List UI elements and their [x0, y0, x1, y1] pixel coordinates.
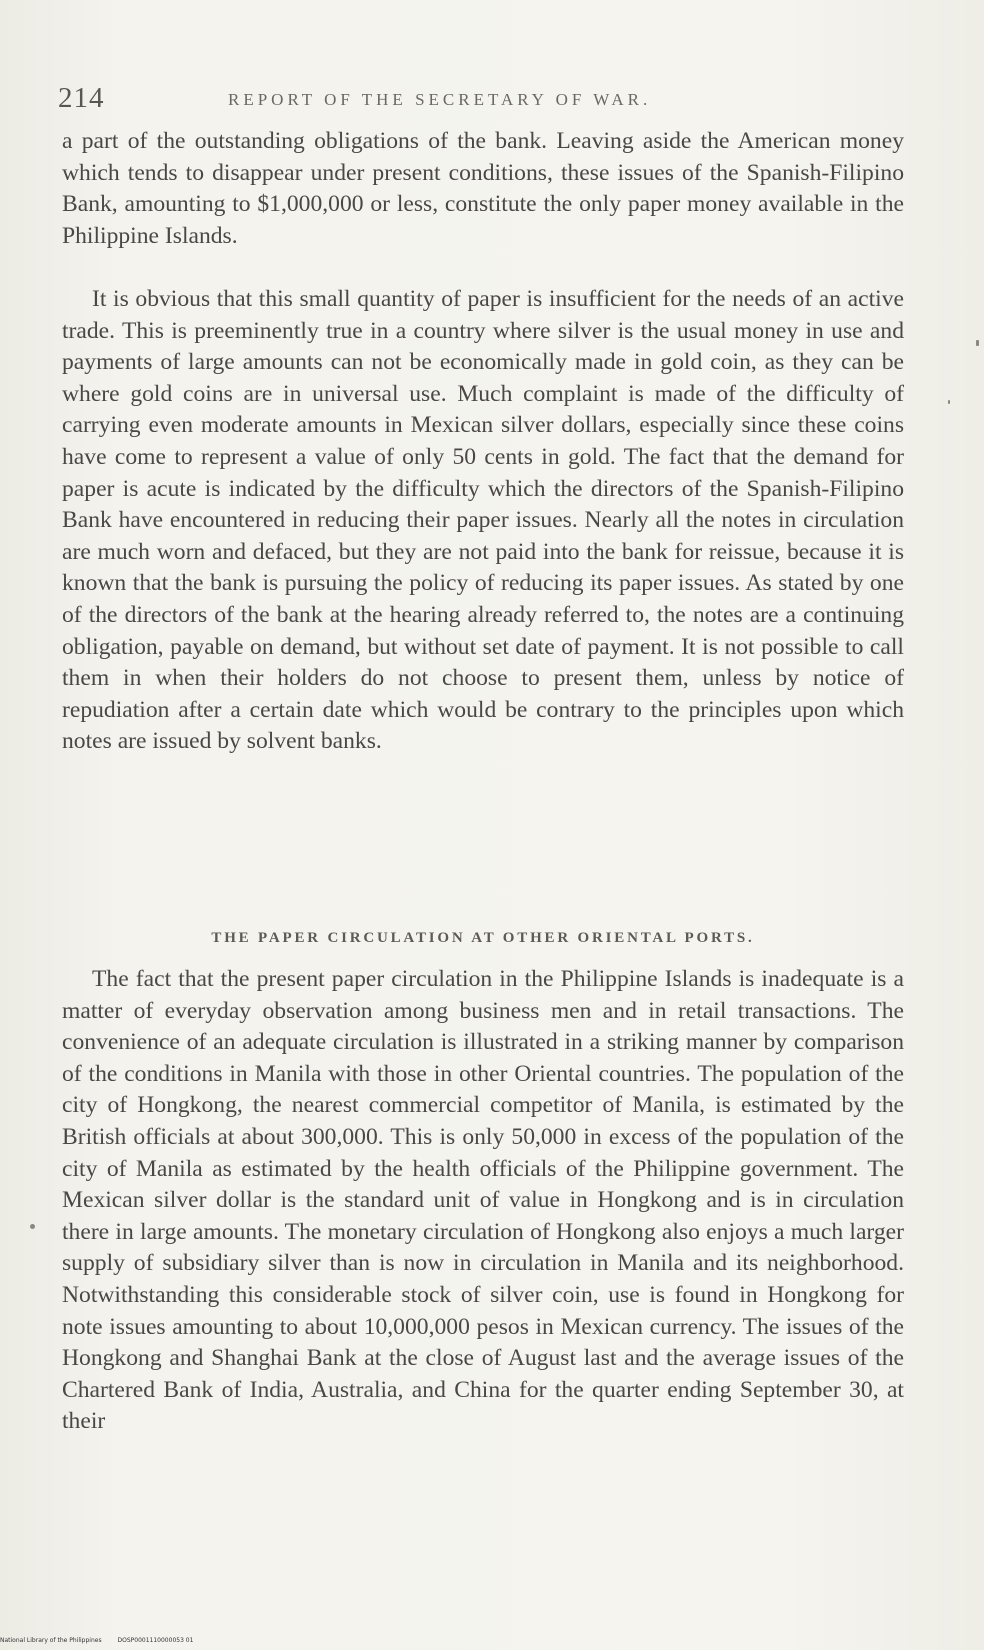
paragraph-oriental-ports: The fact that the present paper circulation in the Philippine Islands is inadequate is a matter of everyday observation among business men and in retail transactions. The convenience of an adequate circulation is illustrated in a striking manner by comparison of the conditions in Manila with those in other Oriental countries. The population of the city of Hongkong, the nearest commercial competitor of Manila, is estimated by the British officials at about 300,000. This is only 50,000 in excess of the population of the city of Manila as estimated by the health officials of the Philippine government. The Mexican silver dollar is the standard unit of value in Hongkong and is in circulation there in large amounts. The monetary circulation of Hongkong also enjoys a much larger supply of subsidiary silver than is now in circulation in Manila and its neighborhood. Notwithstanding this considerable stock of silver coin, use is found in Hongkong for note issues amounting to about 10,000,000 pesos in Mexican currency. The issues of the Hongkong and Shanghai Bank at the close of August last and the average issues of the Chartered Bank of India, Australia, and China for the quarter ending September 30, at their: [62, 966, 904, 1435]
margin-speck: [30, 1224, 35, 1229]
library-credit: National Library of the Philippines: [0, 1637, 102, 1644]
page-header: [58, 82, 910, 118]
margin-speck: [948, 400, 950, 404]
scan-credit: [0, 1637, 207, 1644]
page-number: 214: [58, 82, 105, 114]
section-heading: THE PAPER CIRCULATION AT OTHER ORIENTAL PORTS.: [211, 930, 755, 946]
margin-speck: [976, 340, 979, 346]
paragraph-paper-insufficient: It is obvious that this small quantity of paper is insufficient for the needs of an active trade. This is preeminently true in a country where silver is the usual money in use and payments of large amounts can not be economically made in gold coin, as they can be where gold coins are in universal use. Much complaint is made of the difficulty of carrying even moderate amounts in Mexican silver dollars, especially since these coins have come to represent a value of only 50 cents in gold. The fact that the demand for paper is acute is indicated by the difficulty which the directors of the Spanish-Filipino Bank have encountered in reducing their paper issues. Nearly all the notes in circulation are much worn and defaced, but they are not paid into the bank for reissue, because it is known that the bank is pursuing the policy of reducing its paper issues. As stated by one of the directors of the bank at the hearing already referred to, the notes are a continuing obligation, payable on demand, but without set date of payment. It is not possible to call them in when their holders do not choose to present them, unless by notice of repudiation after a certain date which would be contrary to the principles upon which notes are issued by solvent banks.: [62, 286, 904, 755]
scan-code: DOSP0001110000053 01: [117, 1637, 194, 1644]
paragraph-continuation: a part of the outstanding obligations of the bank. Leaving aside the American money which tends to disappear under present conditions, these issues of the Spanish-Filipino Bank, amounting to $1,000,000 or less, constitute the only paper money available in the Philippine Islands.: [62, 128, 904, 249]
running-head: REPORT OF THE SECRETARY OF WAR.: [228, 90, 652, 109]
